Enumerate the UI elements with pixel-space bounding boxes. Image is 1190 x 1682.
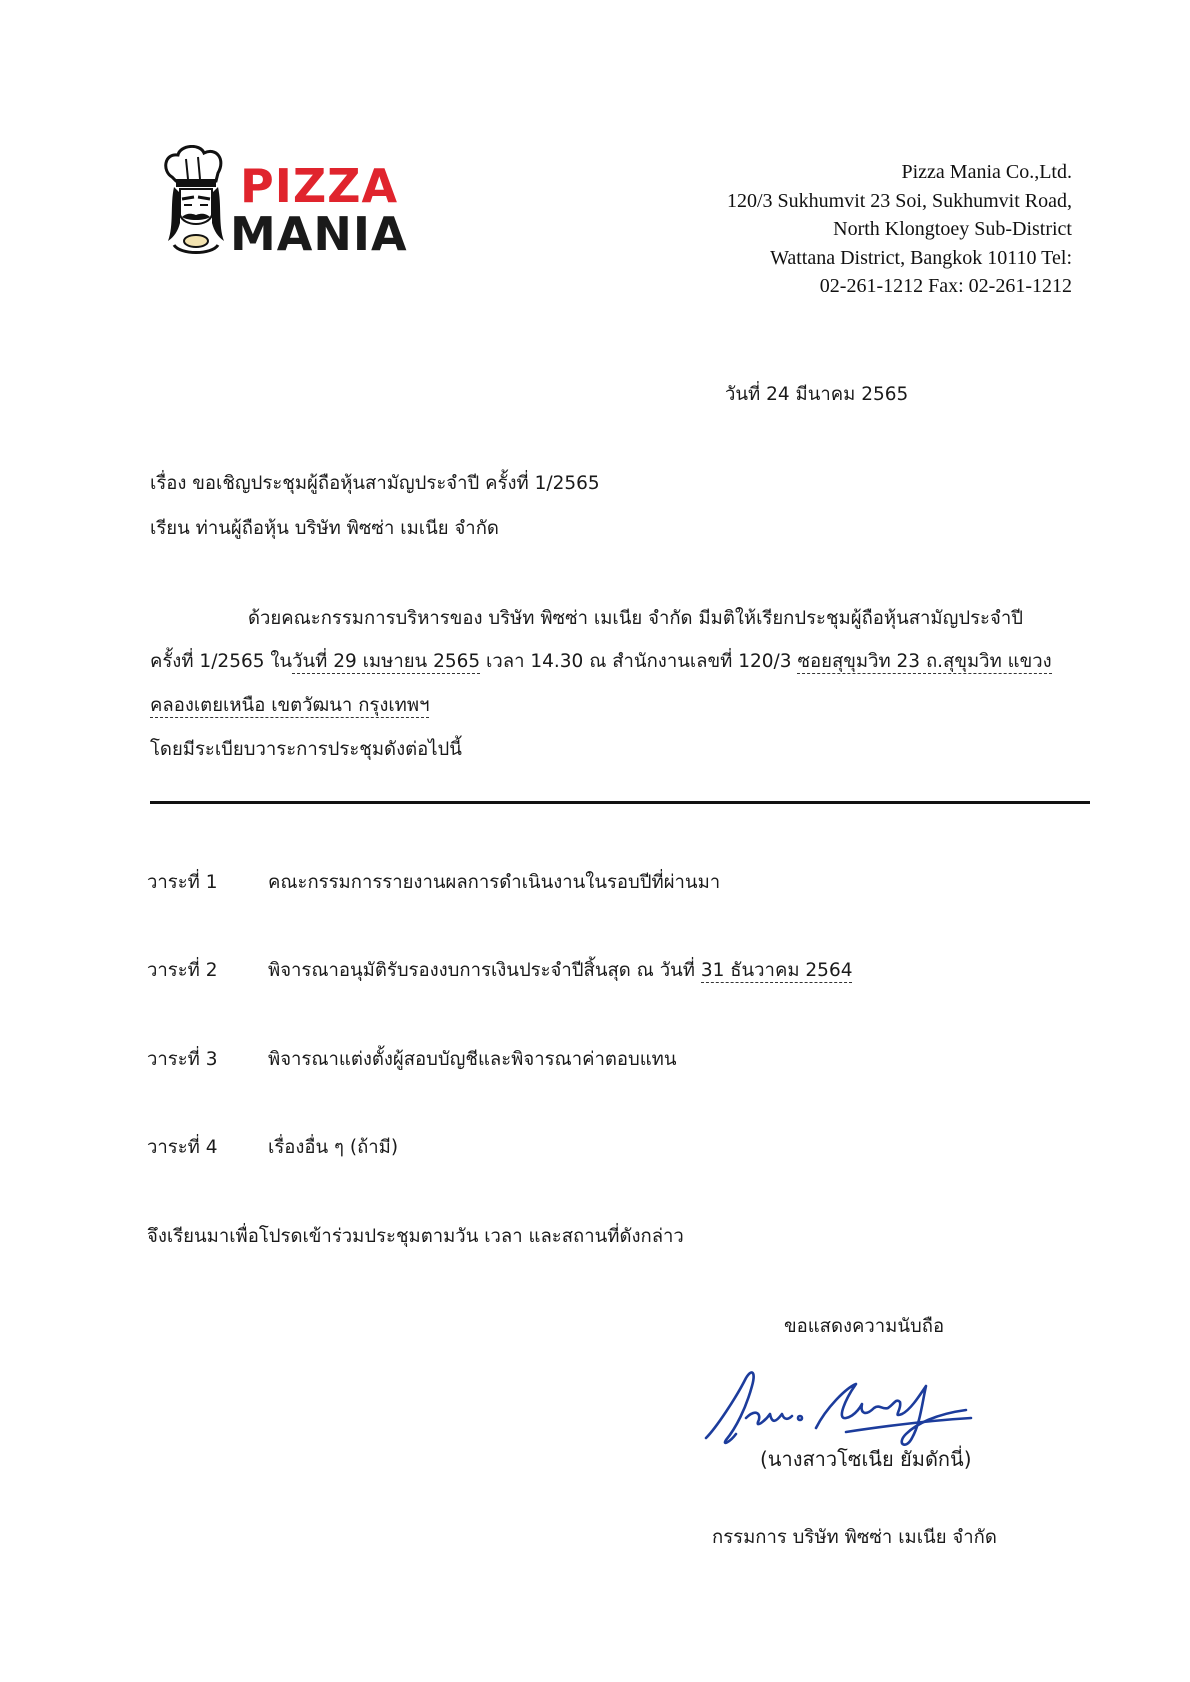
company-subdistrict: North Klongtoey Sub-District	[833, 218, 1072, 240]
company-name: Pizza Mania Co.,Ltd.	[901, 161, 1072, 183]
letter-date: วันที่ 24 มีนาคม 2565	[725, 384, 909, 405]
agenda-label: วาระที่ 3	[147, 1049, 218, 1070]
company-phone-fax: 02-261-1212 Fax: 02-261-1212	[819, 275, 1072, 297]
agenda-label: วาระที่ 1	[147, 872, 218, 893]
logo-word-pizza: PIZZA	[240, 159, 399, 213]
letter-subject: เรื่อง ขอเชิญประชุมผู้ถือหุ้นสามัญประจำปี ครั้งที่ 1/2565	[150, 473, 600, 494]
agenda-item-1: คณะกรรมการรายงานผลการดำเนินงานในรอบปีที่ผ่านมา	[268, 872, 721, 893]
letter-recipient: เรียน ท่านผู้ถือหุ้น บริษัท พิซซ่า เมเนีย จำกัด	[150, 518, 499, 539]
body-line-4: โดยมีระเบียบวาระการประชุมดังต่อไปนี้	[150, 739, 462, 760]
regards: ขอแสดงความนับถือ	[784, 1316, 945, 1337]
body-text: ครั้งที่ 1/2565 ใน	[150, 651, 293, 672]
agenda-text: พิจารณาอนุมัติรับรองงบการเงินประจำปีสิ้นสุด ณ วันที่	[268, 960, 701, 981]
body-text: เวลา 14.30 ณ สำนักงานเลขที่ 120/3	[480, 651, 798, 672]
agenda-item-4: เรื่องอื่น ๆ (ถ้ามี)	[268, 1137, 399, 1158]
agenda-item-2	[268, 956, 852, 985]
signer-title: กรรมการ บริษัท พิซซ่า เมเนีย จำกัด	[712, 1527, 997, 1548]
fiscal-year-end-date: 31 ธันวาคม 2564	[700, 960, 853, 981]
agenda-label: วาระที่ 4	[147, 1137, 218, 1158]
company-address	[727, 158, 1072, 301]
closing-line: จึงเรียนมาเพื่อโปรดเข้าร่วมประชุมตามวัน เวลา และสถานที่ดังกล่าว	[147, 1226, 684, 1247]
body-line-3	[150, 691, 429, 720]
body-line-2	[150, 647, 1052, 676]
signer-name: (นางสาวโซเนีย ยัมดักนี่)	[760, 1447, 972, 1471]
body-line-1: ด้วยคณะกรรมการบริหารของ บริษัท พิซซ่า เมเนีย จำกัด มีมติให้เรียกประชุมผู้ถือหุ้นสามัญประจำปี	[248, 608, 1023, 629]
meeting-address-cont: คลองเตยเหนือ เขตวัฒนา กรุงเทพฯ	[150, 695, 430, 716]
chef-icon	[160, 145, 230, 260]
meeting-address: ซอยสุขุมวิท 23 ถ.สุขุมวิท แขวง	[797, 651, 1052, 672]
agenda-item-3: พิจารณาแต่งตั้งผู้สอบบัญชีและพิจารณาค่าตอบแทน	[268, 1049, 677, 1070]
meeting-date: วันที่ 29 เมษายน 2565	[292, 651, 481, 672]
company-logo	[160, 145, 408, 261]
divider	[150, 801, 1090, 804]
logo-word-mania: MANIA	[230, 207, 408, 261]
agenda-label: วาระที่ 2	[147, 960, 218, 981]
company-district: Wattana District, Bangkok 10110 Tel:	[770, 246, 1072, 269]
company-street: 120/3 Sukhumvit 23 Soi, Sukhumvit Road,	[726, 189, 1072, 212]
